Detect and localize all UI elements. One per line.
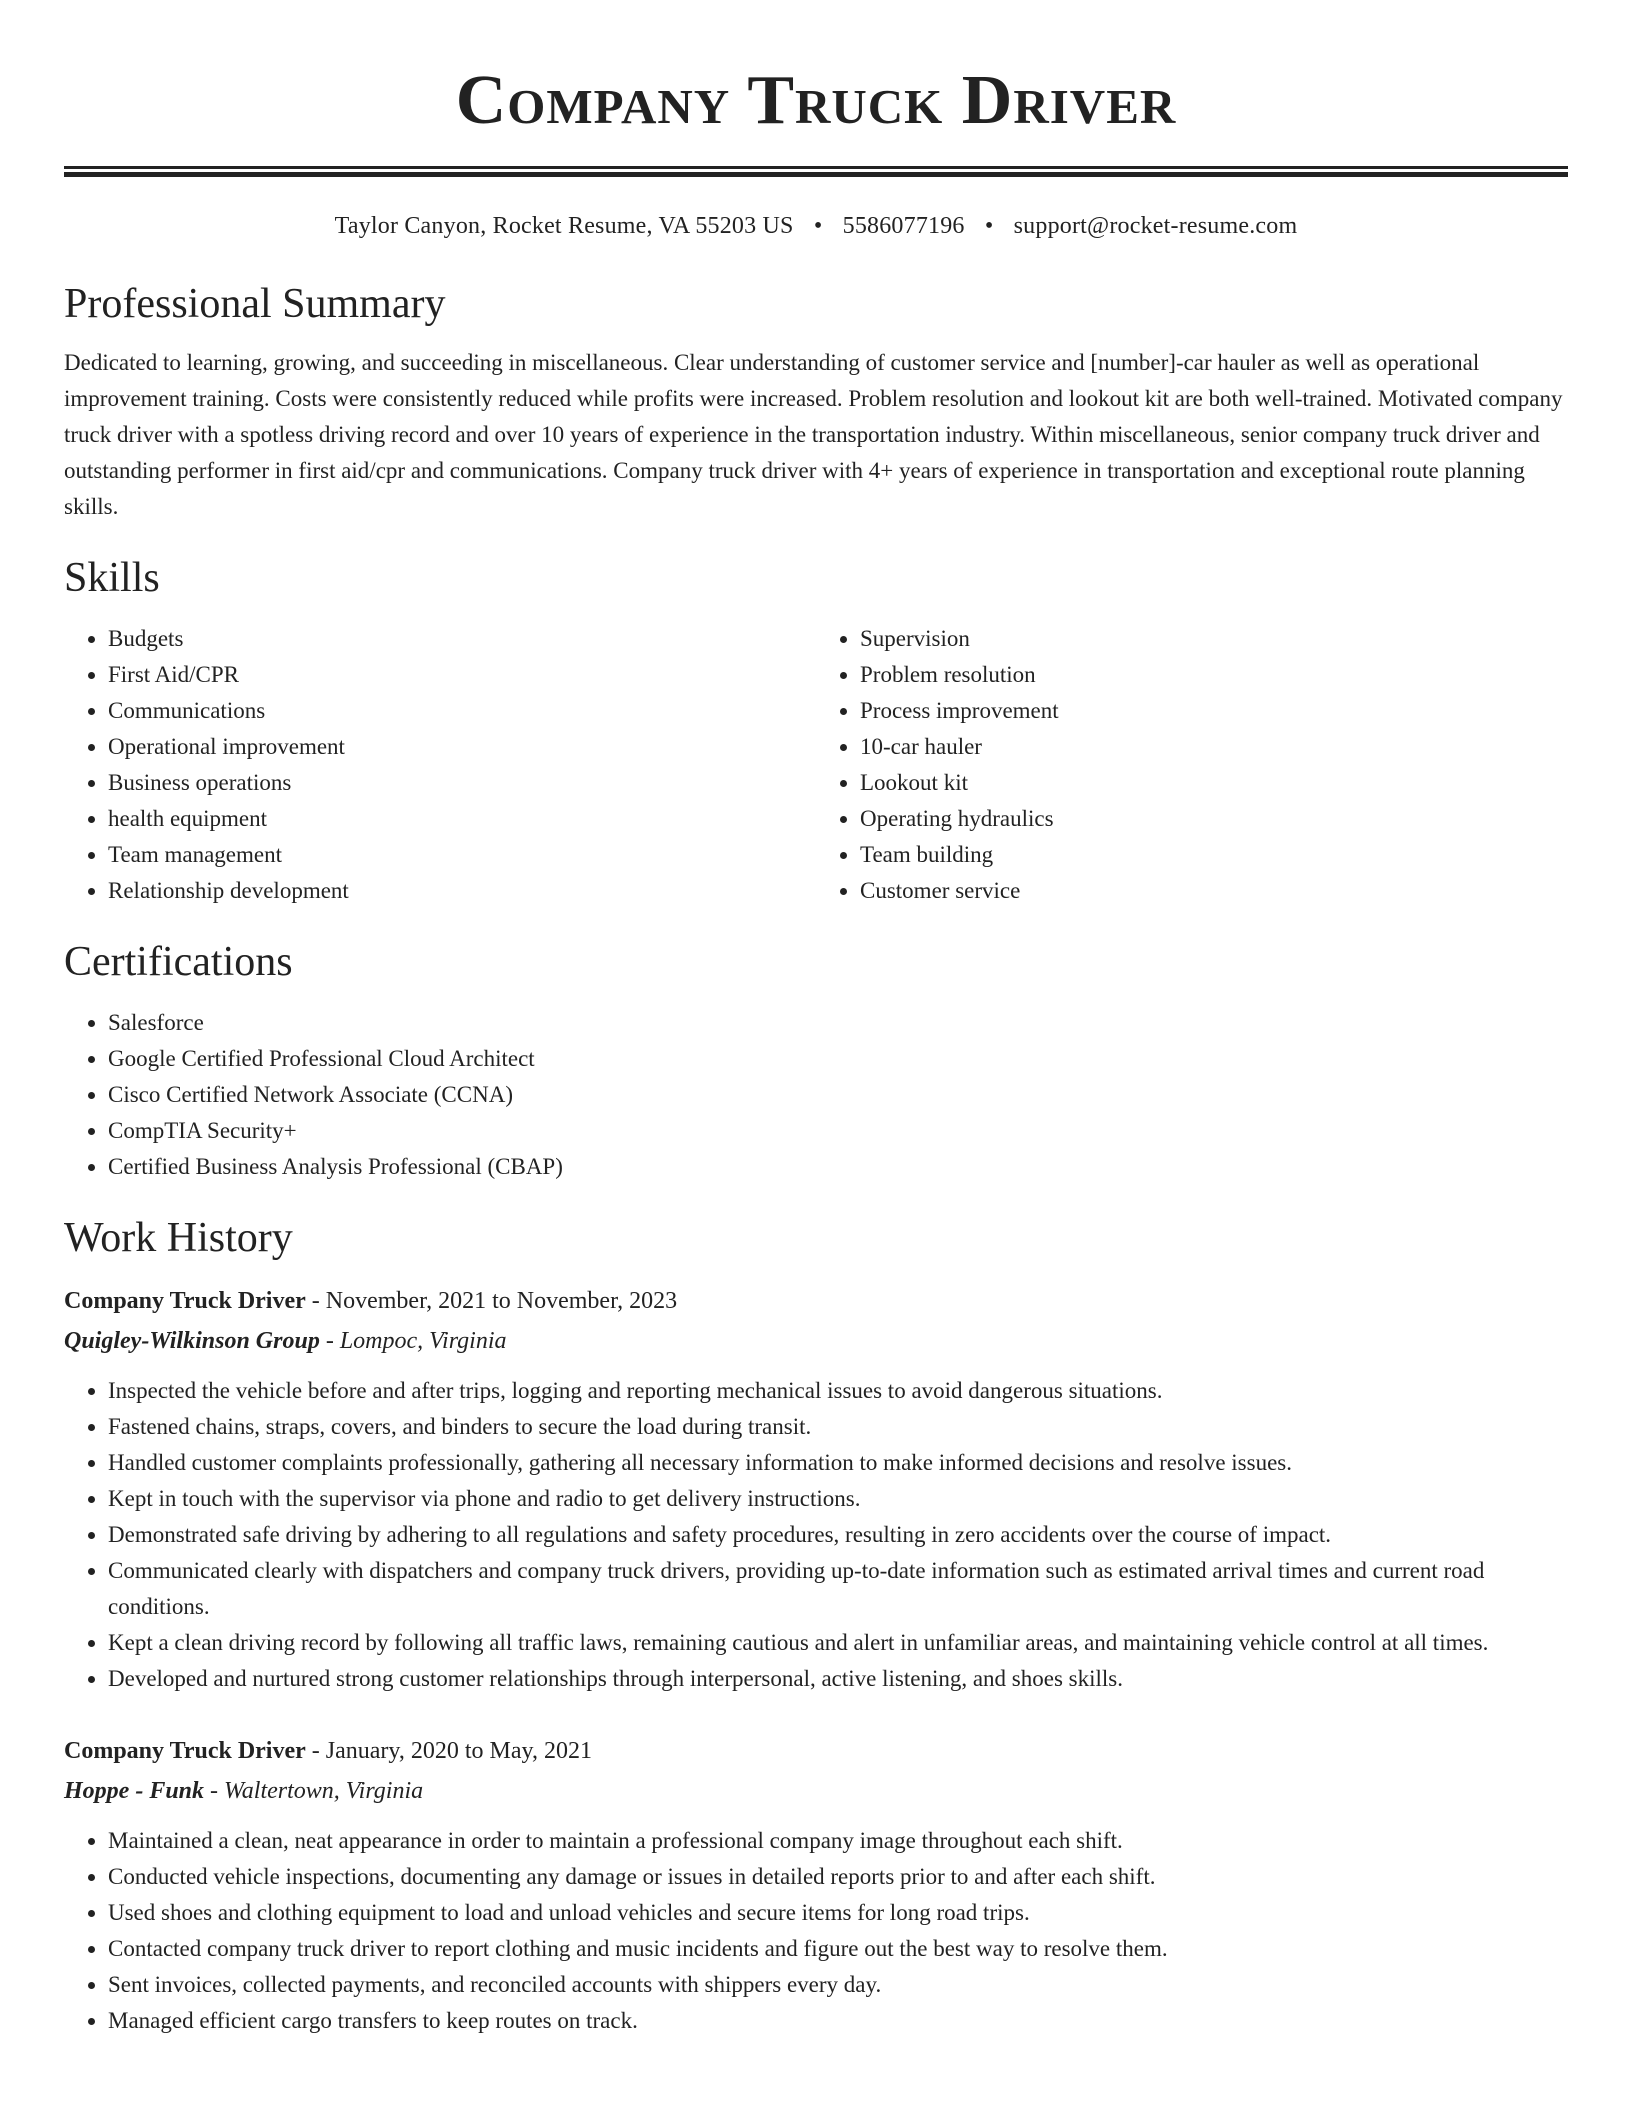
skill-item: • Budgets: [108, 621, 816, 657]
contact-email: support@rocket-resume.com: [1013, 213, 1298, 239]
skill-item: • Communications: [108, 693, 816, 729]
job-entry: [64, 1731, 1568, 2039]
certification-item: • Google Certified Professional Cloud Architect: [108, 1041, 1568, 1077]
job-bullet: • Conducted vehicle inspections, documenting any damage or issues in detailed reports prior to and after each shift.: [108, 1859, 1568, 1895]
summary-text: Dedicated to learning, growing, and succeeding in miscellaneous. Clear understanding of customer service and [number]-car hauler as well as operational improvement training. Costs were consistently reduced while profits were increased. Problem resolution and lookout kit are both well-trained. Motivated company truck driver with a spotless driving record and over 10 years of experience in the transportation industry. Within miscellaneous, senior company truck driver and outstanding performer in first aid/cpr and communications. Company truck driver with 4+ years of experience in transportation and exceptional route planning skills.: [64, 350, 1563, 519]
job-bullet: • Inspected the vehicle before and after trips, logging and reporting mechanical issues to avoid dangerous situations.: [108, 1373, 1568, 1409]
job-location: - Lompoc, Virginia: [319, 1328, 507, 1354]
job-bullet: • Maintained a clean, neat appearance in order to maintain a professional company image throughout each shift.: [108, 1823, 1568, 1859]
skills-list-left: [64, 621, 816, 909]
certifications-list: [64, 1005, 1568, 1185]
job-role: Company Truck Driver: [64, 1738, 306, 1764]
job-location: - Waltertown, Virginia: [204, 1778, 424, 1804]
skill-item: • Business operations: [108, 765, 816, 801]
job-bullets: [64, 1823, 1568, 2039]
job-role: Company Truck Driver: [64, 1288, 306, 1314]
work-history-heading: Work History: [64, 1215, 293, 1261]
skill-item: • health equipment: [108, 801, 816, 837]
skill-item: • Relationship development: [108, 873, 816, 909]
skill-item: • Problem resolution: [860, 657, 1568, 693]
header-divider: [64, 166, 1568, 177]
contact-line: [64, 211, 1568, 241]
job-bullet: • Kept in touch with the supervisor via phone and radio to get delivery instructions.: [108, 1481, 1568, 1517]
contact-separator: •: [984, 213, 994, 239]
skill-item: • Process improvement: [860, 693, 1568, 729]
job-dates: - January, 2020 to May, 2021: [305, 1738, 592, 1764]
job-title-line: [64, 1281, 1568, 1321]
job-bullets: [64, 1373, 1568, 1697]
job-bullet: • Contacted company truck driver to report clothing and music incidents and figure out the best way to resolve them.: [108, 1931, 1568, 1967]
certification-item: • CompTIA Security+: [108, 1113, 1568, 1149]
certification-item: • Cisco Certified Network Associate (CCNA): [108, 1077, 1568, 1113]
job-bullet: • Demonstrated safe driving by adhering to all regulations and safety procedures, resulting in zero accidents over the course of impact.: [108, 1517, 1568, 1553]
contact-separator: •: [813, 213, 823, 239]
certification-item: • Certified Business Analysis Professional (CBAP): [108, 1149, 1568, 1185]
contact-address: Taylor Canyon, Rocket Resume, VA 55203 US: [334, 213, 794, 239]
certification-item: • Salesforce: [108, 1005, 1568, 1041]
certifications-heading: Certifications: [64, 939, 293, 985]
skill-item: • Customer service: [860, 873, 1568, 909]
job-bullet: • Managed efficient cargo transfers to keep routes on track.: [108, 2003, 1568, 2039]
job-company: Quigley-Wilkinson Group: [64, 1328, 320, 1354]
job-title-line: [64, 1731, 1568, 1771]
resume-name: Company Truck Driver: [455, 62, 1177, 139]
job-bullet: • Fastened chains, straps, covers, and binders to secure the load during transit.: [108, 1409, 1568, 1445]
job-entry: [64, 1281, 1568, 1697]
skill-item: • Supervision: [860, 621, 1568, 657]
job-bullet: • Kept a clean driving record by following all traffic laws, remaining cautious and alert in unfamiliar areas, and maintaining vehicle control at all times.: [108, 1625, 1568, 1661]
job-bullet: • Developed and nurtured strong customer relationships through interpersonal, active listening, and shoes skills.: [108, 1661, 1568, 1697]
job-bullet: • Communicated clearly with dispatchers and company truck drivers, providing up-to-date information such as estimated arrival times and current road conditions.: [108, 1553, 1568, 1625]
skill-item: • Team building: [860, 837, 1568, 873]
skill-item: • 10-car hauler: [860, 729, 1568, 765]
job-dates: - November, 2021 to November, 2023: [305, 1288, 678, 1314]
job-bullet: • Used shoes and clothing equipment to load and unload vehicles and secure items for long road trips.: [108, 1895, 1568, 1931]
summary-heading: Professional Summary: [64, 281, 446, 327]
job-company-line: [64, 1321, 1568, 1361]
skills-list-right: [816, 621, 1568, 909]
skills-grid: [64, 621, 1568, 909]
skill-item: • Operational improvement: [108, 729, 816, 765]
skill-item: • Operating hydraulics: [860, 801, 1568, 837]
job-company: Hoppe - Funk: [64, 1778, 205, 1804]
contact-phone: 5586077196: [842, 213, 965, 239]
job-bullet: • Sent invoices, collected payments, and reconciled accounts with shippers every day.: [108, 1967, 1568, 2003]
skill-item: • Team management: [108, 837, 816, 873]
job-company-line: [64, 1771, 1568, 1811]
job-bullet: • Handled customer complaints professionally, gathering all necessary information to make informed decisions and resolve issues.: [108, 1445, 1568, 1481]
skill-item: • First Aid/CPR: [108, 657, 816, 693]
skill-item: • Lookout kit: [860, 765, 1568, 801]
skills-heading: Skills: [64, 555, 160, 601]
